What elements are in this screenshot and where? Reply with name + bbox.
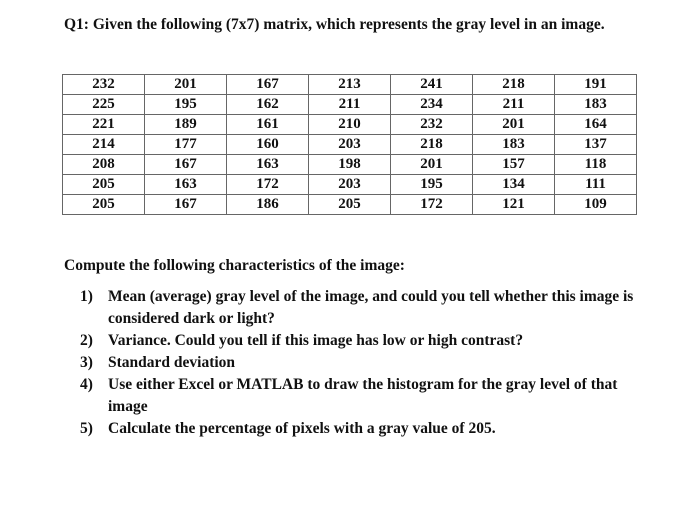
matrix-cell: 241	[391, 75, 473, 95]
task-text: Calculate the percentage of pixels with a gray value of 205.	[108, 420, 496, 437]
matrix-cell: 232	[391, 115, 473, 135]
matrix-cell: 157	[473, 155, 555, 175]
matrix-cell: 232	[63, 75, 145, 95]
matrix-cell: 201	[145, 75, 227, 95]
task-list	[80, 286, 640, 440]
matrix-cell: 195	[145, 95, 227, 115]
matrix-cell: 218	[473, 75, 555, 95]
matrix-cell: 201	[473, 115, 555, 135]
matrix-cell: 195	[391, 175, 473, 195]
task-item	[80, 418, 640, 440]
matrix-cell: 211	[309, 95, 391, 115]
task-number: 3)	[80, 354, 93, 371]
matrix-cell: 208	[63, 155, 145, 175]
matrix-cell: 167	[227, 75, 309, 95]
matrix-cell: 167	[145, 155, 227, 175]
matrix-cell: 163	[145, 175, 227, 195]
matrix-cell: 183	[473, 135, 555, 155]
matrix-cell: 189	[145, 115, 227, 135]
matrix-cell: 234	[391, 95, 473, 115]
question-text: Q1: Given the following (7x7) matrix, which represents the gray level in an image.	[64, 16, 605, 33]
matrix-cell: 161	[227, 115, 309, 135]
matrix-cell: 225	[63, 95, 145, 115]
matrix-cell: 162	[227, 95, 309, 115]
matrix-cell: 121	[473, 195, 555, 215]
matrix-row	[63, 75, 637, 95]
task-text: Variance. Could you tell if this image has low or high contrast?	[108, 332, 524, 349]
matrix-cell: 221	[63, 115, 145, 135]
matrix-cell: 177	[145, 135, 227, 155]
task-number: 1)	[80, 288, 93, 305]
matrix-row	[63, 115, 637, 135]
matrix-cell: 214	[63, 135, 145, 155]
task-item	[80, 374, 640, 418]
matrix-row	[63, 155, 637, 175]
matrix-cell: 191	[555, 75, 637, 95]
matrix-row	[63, 195, 637, 215]
matrix-table	[62, 74, 637, 215]
task-item	[80, 286, 640, 330]
matrix-cell: 111	[555, 175, 637, 195]
gray-level-matrix	[62, 74, 637, 215]
task-item	[80, 330, 640, 352]
matrix-cell: 205	[63, 175, 145, 195]
matrix-cell: 186	[227, 195, 309, 215]
matrix-cell: 218	[391, 135, 473, 155]
task-text: Standard deviation	[108, 354, 236, 371]
matrix-cell: 134	[473, 175, 555, 195]
matrix-cell: 201	[391, 155, 473, 175]
task-item	[80, 352, 640, 374]
task-text: Mean (average) gray level of the image, and could you tell whether this image is considered dark or light?	[108, 288, 634, 327]
matrix-cell: 213	[309, 75, 391, 95]
matrix-cell: 137	[555, 135, 637, 155]
matrix-cell: 160	[227, 135, 309, 155]
matrix-cell: 118	[555, 155, 637, 175]
task-text: Use either Excel or MATLAB to draw the histogram for the gray level of that image	[108, 376, 618, 415]
matrix-cell: 183	[555, 95, 637, 115]
matrix-cell: 109	[555, 195, 637, 215]
matrix-row	[63, 95, 637, 115]
matrix-cell: 205	[63, 195, 145, 215]
matrix-cell: 172	[391, 195, 473, 215]
matrix-cell: 203	[309, 135, 391, 155]
matrix-cell: 167	[145, 195, 227, 215]
task-number: 2)	[80, 332, 93, 349]
matrix-row	[63, 175, 637, 195]
matrix-cell: 198	[309, 155, 391, 175]
matrix-cell: 211	[473, 95, 555, 115]
matrix-cell: 205	[309, 195, 391, 215]
matrix-cell: 210	[309, 115, 391, 135]
task-number: 4)	[80, 376, 93, 393]
matrix-cell: 163	[227, 155, 309, 175]
matrix-cell: 203	[309, 175, 391, 195]
matrix-cell: 172	[227, 175, 309, 195]
compute-heading: Compute the following characteristics of the image:	[64, 257, 405, 274]
task-number: 5)	[80, 420, 93, 437]
matrix-cell: 164	[555, 115, 637, 135]
matrix-row	[63, 135, 637, 155]
